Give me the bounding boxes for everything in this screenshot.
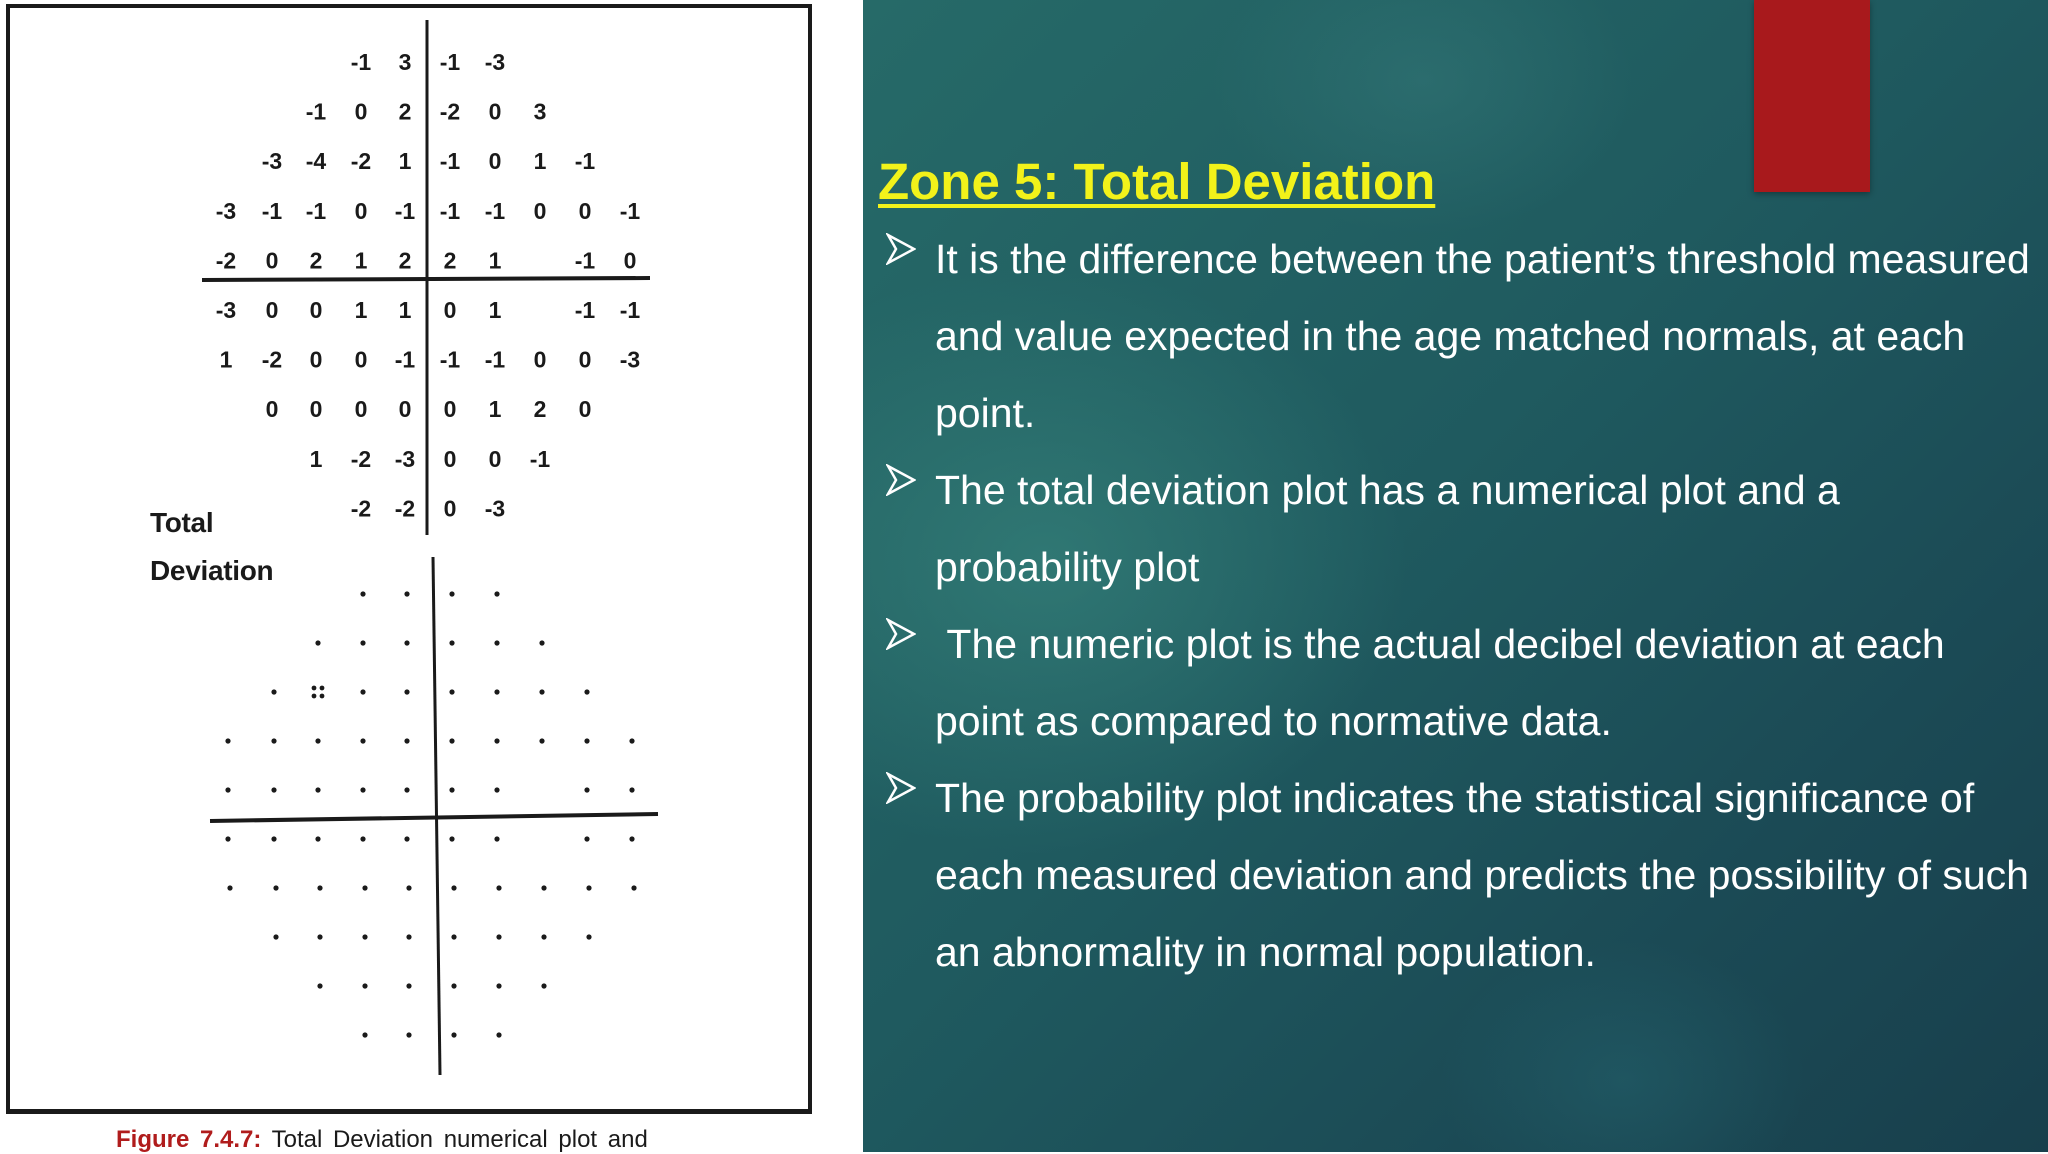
probability-symbol-dot <box>271 787 276 792</box>
bullet-text: The total deviation plot has a numerical plot and a probability plot <box>935 467 1852 590</box>
numeric-plot-cell: 1 <box>354 297 368 323</box>
numeric-plot-horizontal-axis <box>202 278 650 280</box>
numeric-plot-cell: -1 <box>394 197 416 224</box>
numeric-plot-cell: 0 <box>443 396 457 423</box>
numeric-plot-cell: 1 <box>219 346 233 373</box>
numeric-plot-cell: 0 <box>488 148 502 175</box>
accent-bar <box>1754 0 1870 192</box>
total-deviation-plots <box>0 0 863 1152</box>
probability-symbol-dot <box>273 885 278 890</box>
numeric-plot-cell: 3 <box>533 98 547 125</box>
figure-panel <box>0 0 863 1152</box>
numeric-plot-cell: 1 <box>398 297 412 323</box>
probability-symbol-dot <box>317 885 322 890</box>
probability-symbol-dot <box>494 836 499 841</box>
numeric-plot-cell: -1 <box>305 98 327 125</box>
numeric-plot-cell: 0 <box>265 297 279 323</box>
numeric-plot-cell: -1 <box>484 346 506 373</box>
probability-symbol-dot <box>404 591 409 596</box>
numeric-plot-cell: 0 <box>623 247 637 274</box>
numeric-plot-cell: -3 <box>484 49 506 75</box>
probability-symbol-dot <box>362 934 367 939</box>
numeric-plot-cell: 0 <box>398 396 412 423</box>
arrowhead-bullet-icon <box>886 618 916 650</box>
probability-symbol-dot <box>449 689 454 694</box>
probability-symbol-quad-dot <box>312 686 325 699</box>
numeric-plot-cell: 3 <box>398 49 412 75</box>
probability-symbol-dot <box>271 836 276 841</box>
numeric-plot-cell: -1 <box>439 49 461 75</box>
numeric-plot-cell: 0 <box>443 445 457 472</box>
probability-symbol-dot <box>315 787 320 792</box>
numeric-plot-cell: -1 <box>484 197 506 224</box>
numeric-plot-cell: 0 <box>578 396 592 423</box>
probability-symbol-dot <box>631 885 636 890</box>
probability-symbol-dot <box>362 983 367 988</box>
bullet-text: The numeric plot is the actual decibel deviation at each point as compared to normative data. <box>935 621 1957 744</box>
numeric-plot-cell: 0 <box>354 346 368 373</box>
probability-symbol-dot <box>406 1032 411 1037</box>
figure-caption-text: Total Deviation numerical plot and <box>271 1126 648 1153</box>
probability-symbol-dot <box>225 787 230 792</box>
probability-symbol-dot <box>629 836 634 841</box>
numeric-plot-cell: 2 <box>533 396 547 423</box>
numeric-plot-cell: -1 <box>574 297 596 323</box>
numeric-plot-cell: 2 <box>309 247 323 274</box>
numeric-plot-cell: 1 <box>533 148 547 175</box>
numeric-plot-cell: -2 <box>261 346 283 373</box>
probability-plot-horizontal-axis <box>210 814 658 821</box>
probability-symbol-dot <box>541 934 546 939</box>
numeric-plot-cell: 1 <box>488 396 502 423</box>
probability-symbol-dot <box>449 640 454 645</box>
numeric-plot-cell: -2 <box>350 495 372 522</box>
probability-symbol-dot <box>317 983 322 988</box>
numeric-plot-cell: -1 <box>619 297 641 323</box>
probability-symbol-dot <box>404 738 409 743</box>
numeric-plot-cell: -3 <box>261 148 283 175</box>
probability-symbol-dot <box>271 738 276 743</box>
probability-symbol-dot <box>539 640 544 645</box>
numeric-plot-cell: -1 <box>574 247 596 274</box>
numeric-plot-cell: 0 <box>265 247 279 274</box>
deviation-label: Deviation <box>150 555 274 586</box>
numeric-plot-cell: -2 <box>350 445 372 472</box>
probability-symbol-dot <box>451 1032 456 1037</box>
probability-symbol-dot <box>496 934 501 939</box>
probability-symbol-dot <box>404 689 409 694</box>
numeric-plot-cell: -1 <box>394 346 416 373</box>
probability-symbol-dot <box>404 836 409 841</box>
probability-symbol-dot <box>451 983 456 988</box>
probability-symbol-dot <box>360 689 365 694</box>
numeric-plot-cell: -3 <box>394 445 416 472</box>
probability-symbol-dot <box>362 1032 367 1037</box>
probability-symbol-dot <box>496 983 501 988</box>
probability-symbol-dot <box>360 738 365 743</box>
numeric-plot-cell: -1 <box>439 197 461 224</box>
bullet-text: The probability plot indicates the statistical significance of each measured deviation and predicts the possibility of such an abnormality in normal population. <box>935 775 2041 975</box>
numeric-plot-cell: -3 <box>215 297 237 323</box>
probability-symbol-dot <box>494 787 499 792</box>
total-label: Total <box>150 507 214 538</box>
probability-symbol-dot <box>586 885 591 890</box>
slide-title: Zone 5: Total Deviation <box>878 153 1436 210</box>
numeric-plot-cell: 0 <box>354 98 368 125</box>
probability-symbol-dot <box>360 640 365 645</box>
probability-symbol-dot <box>451 934 456 939</box>
probability-symbol-dot <box>406 885 411 890</box>
probability-symbol-dot <box>406 983 411 988</box>
probability-symbol-dot <box>496 1032 501 1037</box>
probability-symbol-dot <box>584 787 589 792</box>
probability-symbol-dot <box>315 640 320 645</box>
numeric-plot-cell: -1 <box>439 148 461 175</box>
numeric-plot-cell: -1 <box>261 197 283 224</box>
numeric-plot-cell: 0 <box>578 197 592 224</box>
numeric-plot-cell: 2 <box>398 98 412 125</box>
numeric-plot-cell: 0 <box>443 297 457 323</box>
numeric-plot-cell: 0 <box>443 495 457 522</box>
probability-symbol-dot <box>584 836 589 841</box>
numeric-plot-cell: 0 <box>309 396 323 423</box>
numeric-plot-cell: -2 <box>394 495 416 522</box>
probability-symbol-dot <box>451 885 456 890</box>
numeric-plot-cell: -1 <box>574 148 596 175</box>
probability-symbol-dot <box>225 738 230 743</box>
numeric-plot-cell: 1 <box>398 148 412 175</box>
probability-symbol-dot <box>584 689 589 694</box>
bullet-item <box>878 452 2038 606</box>
numeric-plot-cell: -2 <box>439 98 461 125</box>
numeric-plot-cell: -2 <box>215 247 237 274</box>
numeric-plot-cell: 0 <box>488 445 502 472</box>
bullet-item <box>878 606 2038 760</box>
probability-symbol-dot <box>227 885 232 890</box>
bullet-text: It is the difference between the patient’s threshold measured and value expected in the age matched normals, at each point. <box>935 236 2042 436</box>
bullet-list <box>878 221 2042 991</box>
probability-symbol-dot <box>629 738 634 743</box>
arrowhead-bullet-icon <box>886 772 916 804</box>
probability-symbol-dot <box>449 787 454 792</box>
slide-panel <box>863 0 2048 1152</box>
probability-symbol-dot <box>586 934 591 939</box>
numeric-plot-cell: 2 <box>398 247 412 274</box>
numeric-plot-cell: -3 <box>484 495 506 522</box>
bullet-item <box>878 221 2042 452</box>
probability-symbol-dot <box>541 983 546 988</box>
numeric-plot-cell: 0 <box>354 396 368 423</box>
probability-symbol-dot <box>449 738 454 743</box>
probability-symbol-dot <box>360 591 365 596</box>
probability-symbol-dot <box>539 689 544 694</box>
probability-symbol-dot <box>317 934 322 939</box>
numeric-plot-cell: 0 <box>488 98 502 125</box>
numeric-plot-cell: 1 <box>488 297 502 323</box>
probability-symbol-dot <box>404 787 409 792</box>
probability-symbol-dot <box>315 836 320 841</box>
numeric-plot-cell: 0 <box>309 297 323 323</box>
arrowhead-bullet-icon <box>886 464 916 496</box>
numeric-plot-cell: 0 <box>533 197 547 224</box>
figure-caption-ref: Figure 7.4.7: <box>116 1126 262 1153</box>
numeric-plot-cell: 0 <box>578 346 592 373</box>
numeric-plot-cell: 0 <box>265 396 279 423</box>
probability-symbol-dot <box>404 640 409 645</box>
numeric-plot-cell: 2 <box>443 247 457 274</box>
probability-symbol-dot <box>494 689 499 694</box>
numeric-plot-cell: 1 <box>309 445 323 472</box>
numeric-plot-cell: 0 <box>354 197 368 224</box>
probability-symbol-dot <box>494 640 499 645</box>
numeric-plot-cell: -1 <box>350 49 372 75</box>
probability-symbol-dot <box>584 738 589 743</box>
numeric-plot-cell: 1 <box>488 247 502 274</box>
numeric-plot-cell: 0 <box>533 346 547 373</box>
probability-symbol-dot <box>629 787 634 792</box>
bullet-item <box>878 760 2041 991</box>
probability-symbol-dot <box>496 885 501 890</box>
probability-symbol-dot <box>315 738 320 743</box>
figure-caption <box>116 1126 648 1154</box>
numeric-plot-cell: -4 <box>305 148 327 175</box>
numeric-plot-cell: -1 <box>619 197 641 224</box>
probability-symbol-dot <box>539 738 544 743</box>
probability-symbol-dot <box>449 836 454 841</box>
numeric-plot-cell: -1 <box>529 445 551 472</box>
probability-symbol-dot <box>541 885 546 890</box>
probability-symbol-dot <box>225 836 230 841</box>
numeric-plot-cell: -3 <box>619 346 641 373</box>
numeric-plot-cell: -3 <box>215 197 237 224</box>
numeric-plot-cell: 0 <box>309 346 323 373</box>
numeric-plot-cell: -1 <box>305 197 327 224</box>
probability-symbol-dot <box>494 738 499 743</box>
numeric-plot-cell: -1 <box>439 346 461 373</box>
probability-symbol-dot <box>362 885 367 890</box>
arrowhead-bullet-icon <box>886 233 916 265</box>
probability-symbol-dot <box>271 689 276 694</box>
numeric-plot-cell: 1 <box>354 247 368 274</box>
probability-symbol-dot <box>494 591 499 596</box>
probability-symbol-dot <box>449 591 454 596</box>
probability-symbol-dot <box>406 934 411 939</box>
probability-symbol-dot <box>273 934 278 939</box>
numeric-plot-cell: -2 <box>350 148 372 175</box>
probability-symbol-dot <box>360 787 365 792</box>
probability-symbol-dot <box>360 836 365 841</box>
